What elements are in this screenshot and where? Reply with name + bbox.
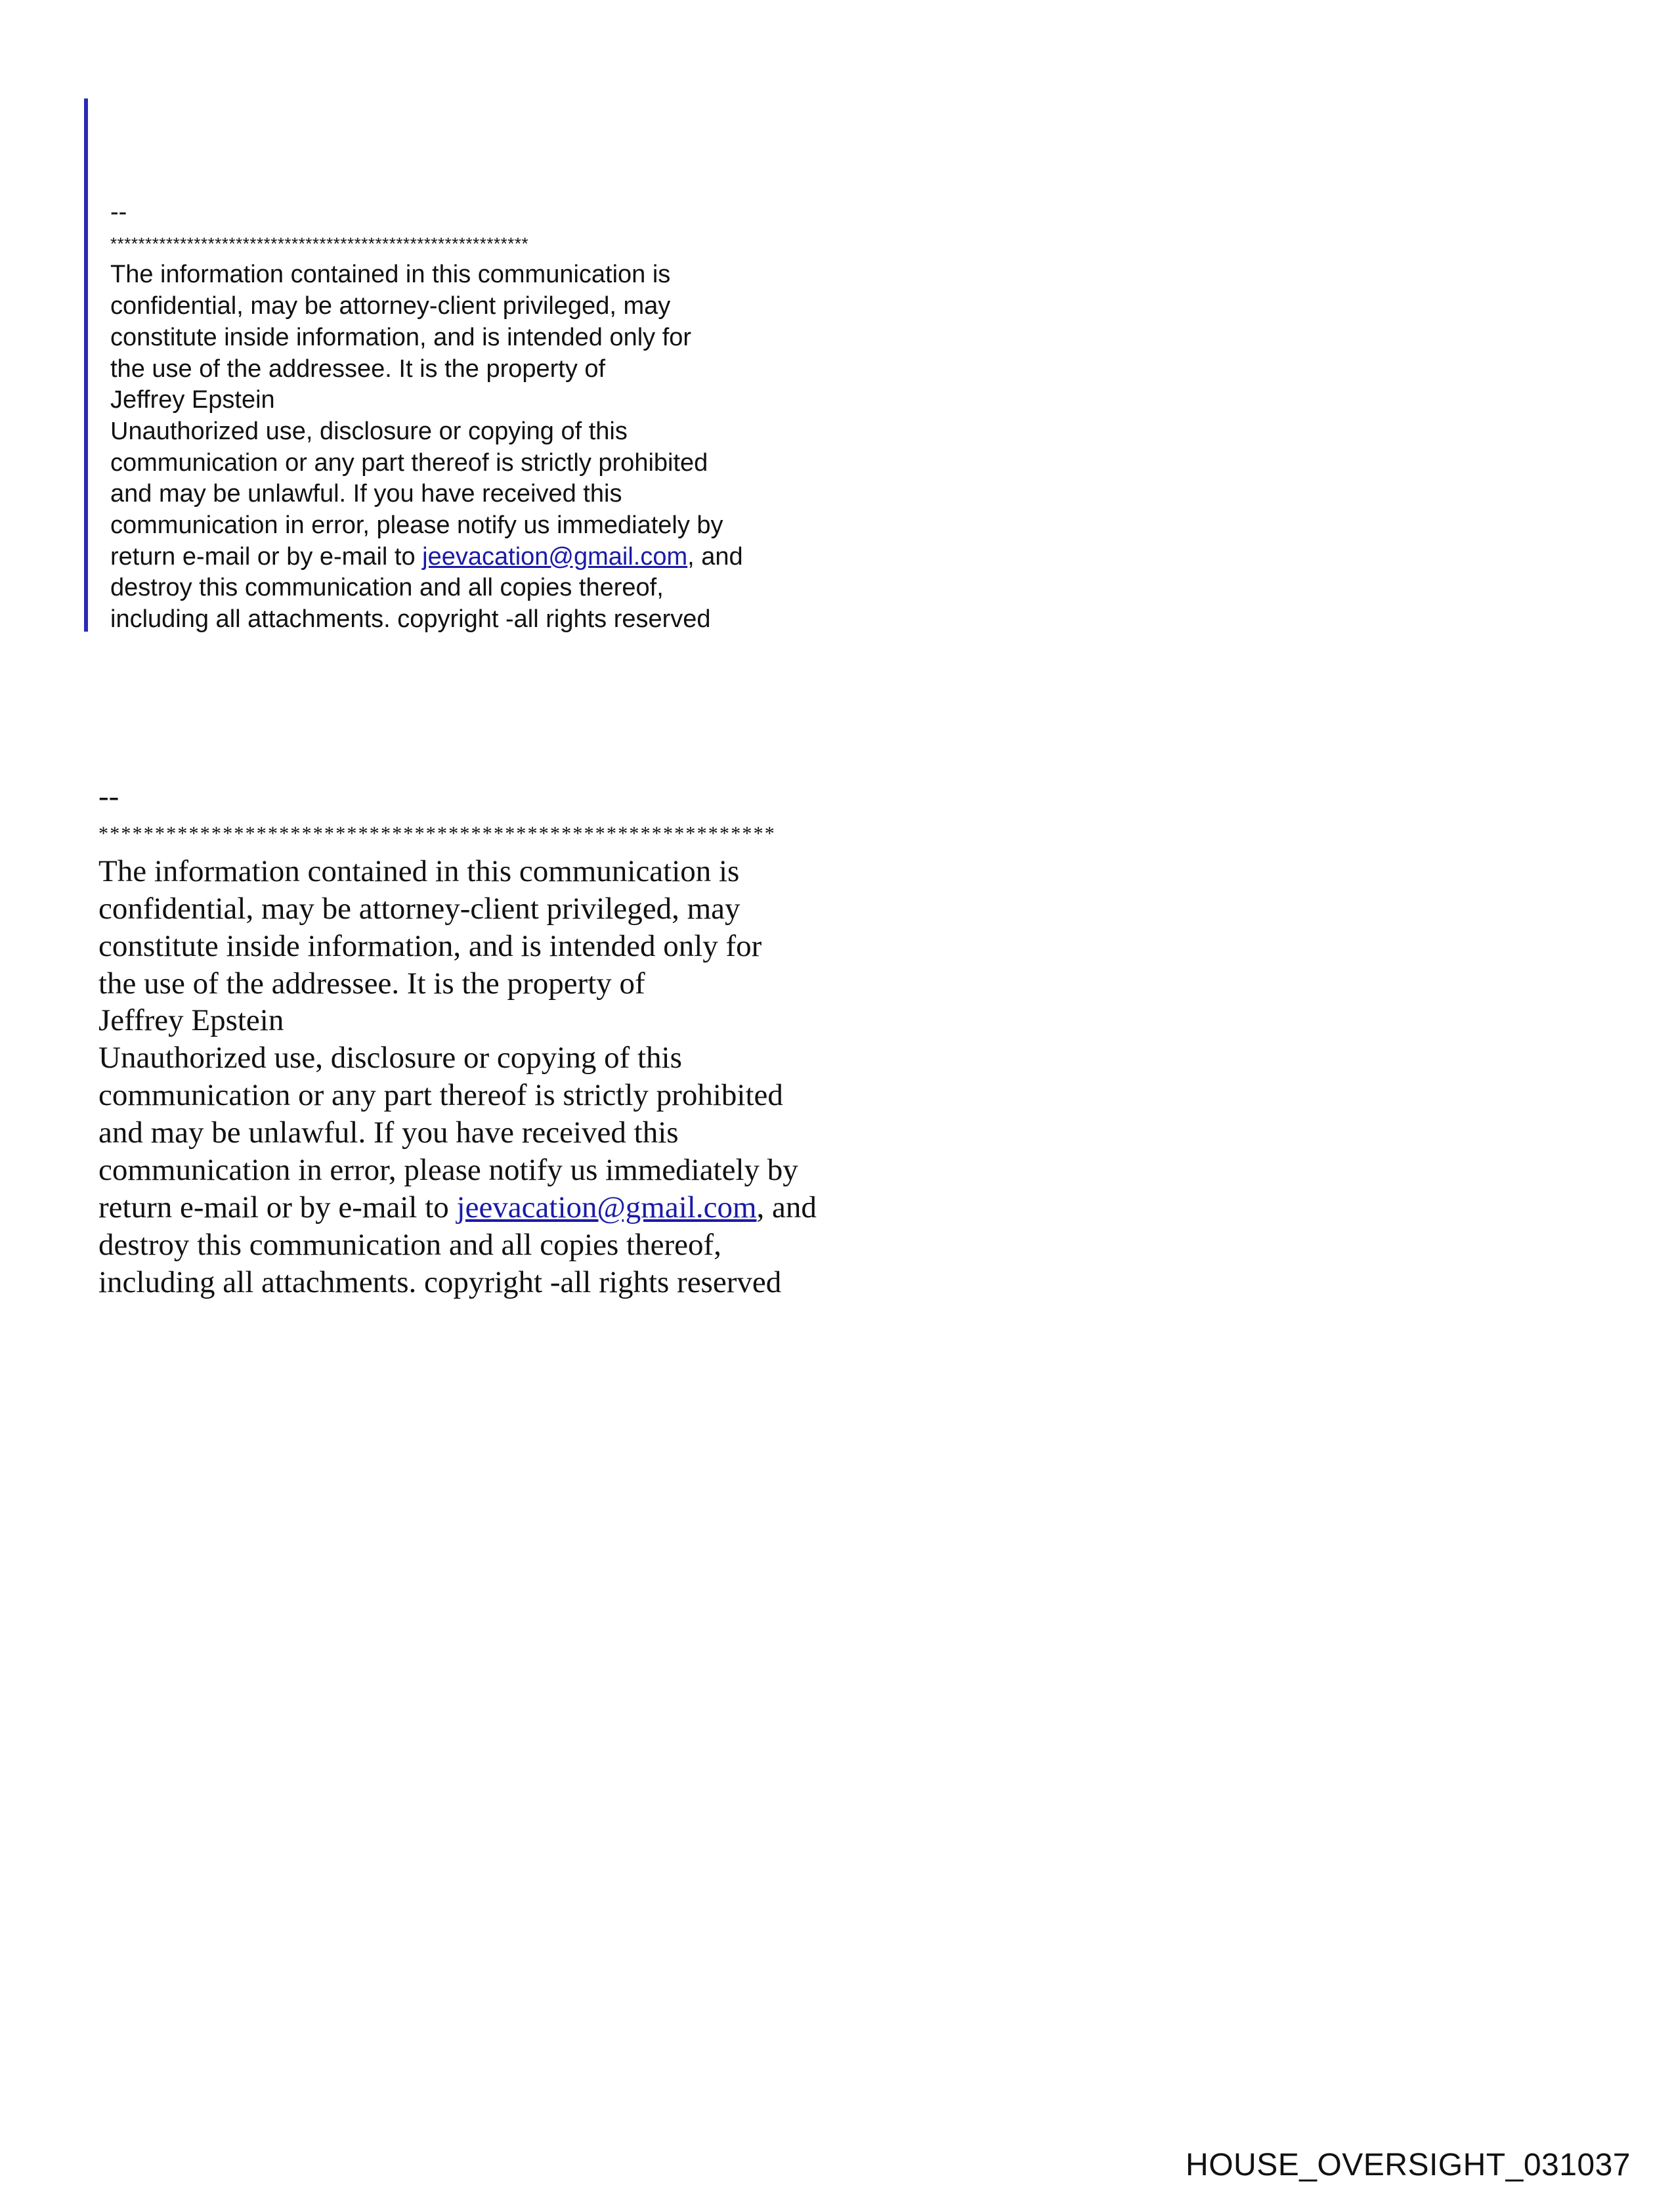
disclaimer-email-line xyxy=(98,1189,817,1226)
asterisk-divider: ************************************************************ xyxy=(110,233,529,253)
disclaimer-line: destroy this communication and all copies thereof, xyxy=(110,574,664,602)
disclaimer-line: The information contained in this communication is xyxy=(110,261,671,289)
disclaimer-line: Jeffrey Epstein xyxy=(98,1003,284,1038)
disclaimer-line: including all attachments. copyright -all rights reserved xyxy=(110,605,711,634)
quoted-email-block xyxy=(84,98,843,632)
disclaimer-line: confidential, may be attorney-client privileged, may xyxy=(98,891,740,926)
signature-separator: -- xyxy=(98,779,119,813)
disclaimer xyxy=(98,778,817,1301)
disclaimer-line: destroy this communication and all copies thereof, xyxy=(98,1227,721,1262)
disclaimer-line: including all attachments. copyright -all rights reserved xyxy=(98,1265,782,1299)
disclaimer-line: communication in error, please notify us immediately by xyxy=(110,511,723,540)
disclaimer-line: constitute inside information, and is intended only for xyxy=(98,928,762,963)
email-link[interactable]: jeevacation@gmail.com xyxy=(422,542,688,571)
disclaimer-line: Unauthorized use, disclosure or copying of this xyxy=(98,1041,682,1075)
disclaimer-line: the use of the addressee. It is the property of xyxy=(110,355,606,383)
disclaimer-line: Unauthorized use, disclosure or copying of this xyxy=(110,417,628,445)
email-suffix: , and xyxy=(756,1190,817,1225)
disclaimer-line: Jeffrey Epstein xyxy=(110,386,275,414)
disclaimer-line: confidential, may be attorney-client privileged, may xyxy=(110,292,671,320)
document-id: HOUSE_OVERSIGHT_031037 xyxy=(1186,2148,1631,2182)
email-prefix: return e-mail or by e-mail to xyxy=(110,542,423,571)
disclaimer-line: communication or any part thereof is strictly prohibited xyxy=(98,1078,783,1113)
disclaimer-line: constitute inside information, and is intended only for xyxy=(110,323,692,351)
disclaimer-line: communication or any part thereof is strictly prohibited xyxy=(110,448,708,477)
email-prefix: return e-mail or by e-mail to xyxy=(98,1190,457,1225)
quoted-disclaimer xyxy=(110,197,743,636)
signature-separator: -- xyxy=(110,198,127,226)
email-suffix: , and xyxy=(687,542,743,571)
disclaimer-line: and may be unlawful. If you have received this xyxy=(98,1116,679,1150)
email-link[interactable]: jeevacation@gmail.com xyxy=(456,1190,757,1225)
asterisk-divider: ************************************************************ xyxy=(98,822,776,844)
disclaimer-line: communication in error, please notify us immediately by xyxy=(98,1153,798,1188)
disclaimer-line: The information contained in this communication is xyxy=(98,854,740,888)
disclaimer-email-line xyxy=(110,542,743,573)
disclaimer-line: the use of the addressee. It is the property of xyxy=(98,966,645,1001)
disclaimer-line: and may be unlawful. If you have received this xyxy=(110,480,622,508)
